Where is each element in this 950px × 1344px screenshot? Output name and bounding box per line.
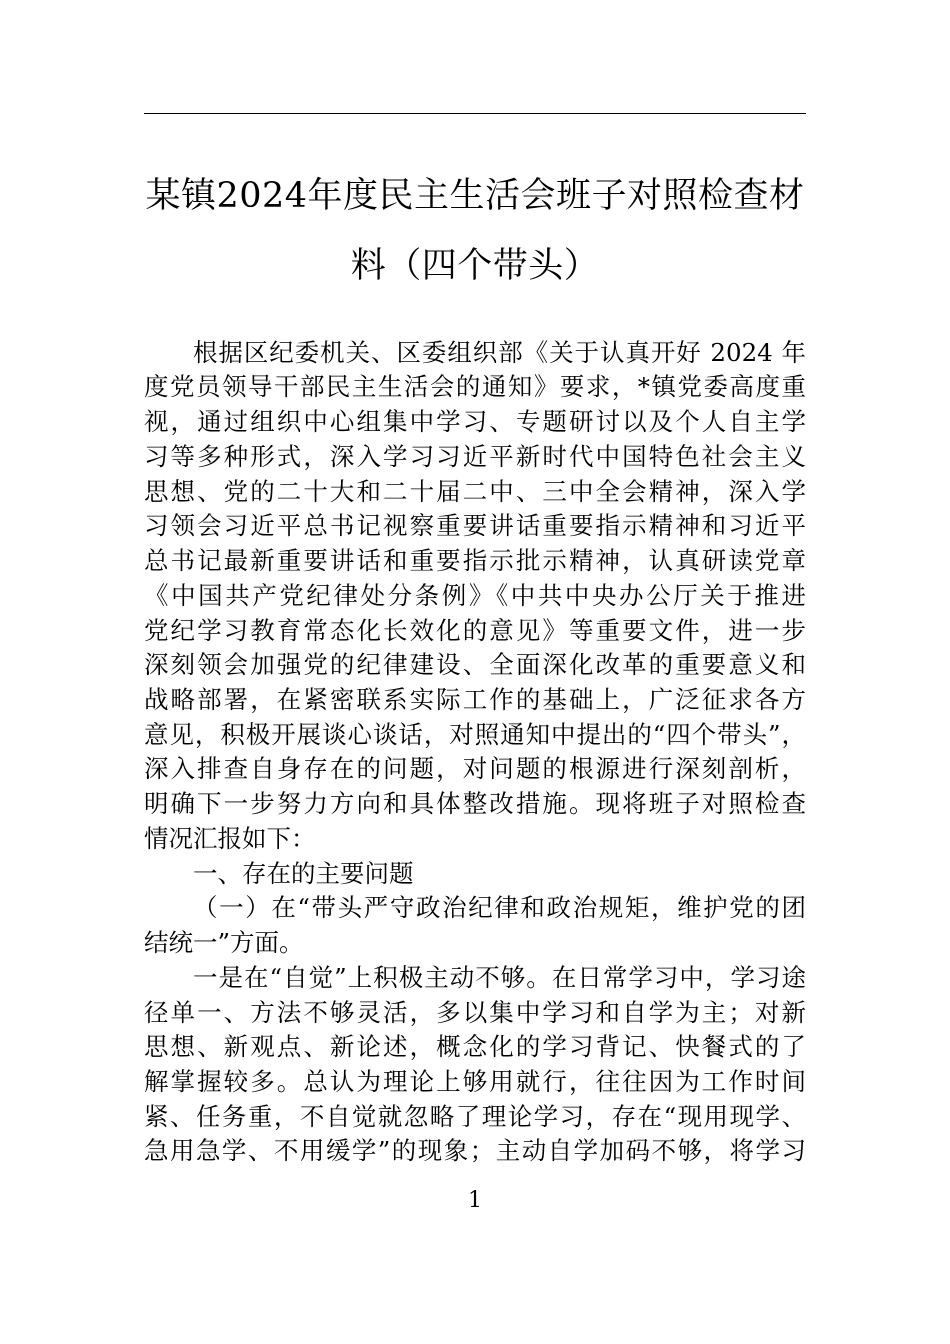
document-title-line-2: 料（四个带头） bbox=[350, 246, 600, 286]
body-line: 根据区纪委机关、区委组织部《关于认真开好 2024 年 bbox=[193, 338, 806, 367]
body-line: 视，通过组织中心组集中学习、专题研讨以及个人自主学 bbox=[144, 407, 806, 436]
subsection-heading-continued: 结统一”方面。 bbox=[144, 928, 304, 957]
body-line: 战略部署，在紧密联系实际工作的基础上，广泛征求各方 bbox=[144, 685, 806, 714]
subsection-heading: （一）在“带头严守政治纪律和政治规矩，维护党的团 bbox=[193, 893, 806, 922]
body-line: 习领会习近平总书记视察重要讲话重要指示精神和习近平 bbox=[144, 511, 806, 540]
body-line: 情况汇报如下： bbox=[144, 824, 316, 853]
body-line: 习等多种形式，深入学习习近平新时代中国特色社会主义 bbox=[144, 442, 806, 471]
body-line: 明确下一步努力方向和具体整改措施。现将班子对照检查 bbox=[144, 789, 806, 818]
body-line: 总书记最新重要讲话和重要指示批示精神，认真研读党章 bbox=[144, 546, 806, 575]
section-heading: 一、存在的主要问题 bbox=[193, 859, 414, 888]
body-line: 党纪学习教育常态化长效化的意见》等重要文件，进一步 bbox=[144, 616, 806, 645]
document-title-line-1: 某镇2024年度民主生活会班子对照检查材 bbox=[145, 176, 805, 216]
page-number: 1 bbox=[468, 1188, 482, 1213]
body-line: 解掌握较多。总认为理论上够用就行，往往因为工作时间 bbox=[144, 1067, 806, 1096]
body-line: 深入排查自身存在的问题，对问题的根源进行深刻剖析， bbox=[144, 754, 806, 783]
body-line: 《中国共产党纪律处分条例》《中共中央办公厅关于推进 bbox=[144, 581, 806, 610]
body-line: 度党员领导干部民主生活会的通知》要求，*镇党委高度重 bbox=[144, 372, 806, 401]
body-line: 一是在“自觉”上积极主动不够。在日常学习中，学习途 bbox=[193, 963, 806, 992]
body-line: 思想、新观点、新论述，概念化的学习背记、快餐式的了 bbox=[144, 1032, 806, 1061]
body-line: 急用急学、不用缓学”的现象；主动自学加码不够，将学习 bbox=[144, 1136, 806, 1165]
body-line: 思想、党的二十大和二十届二中、三中全会精神，深入学 bbox=[144, 477, 806, 506]
body-line: 紧、任务重，不自觉就忽略了理论学习，存在“现用现学、 bbox=[144, 1102, 806, 1131]
header-rule bbox=[144, 113, 806, 114]
body-line: 深刻领会加强党的纪律建设、全面深化改革的重要意义和 bbox=[144, 650, 806, 679]
body-line: 径单一、方法不够灵活，多以集中学习和自学为主；对新 bbox=[144, 998, 806, 1027]
body-line: 意见，积极开展谈心谈话，对照通知中提出的“四个带头”， bbox=[144, 720, 806, 749]
